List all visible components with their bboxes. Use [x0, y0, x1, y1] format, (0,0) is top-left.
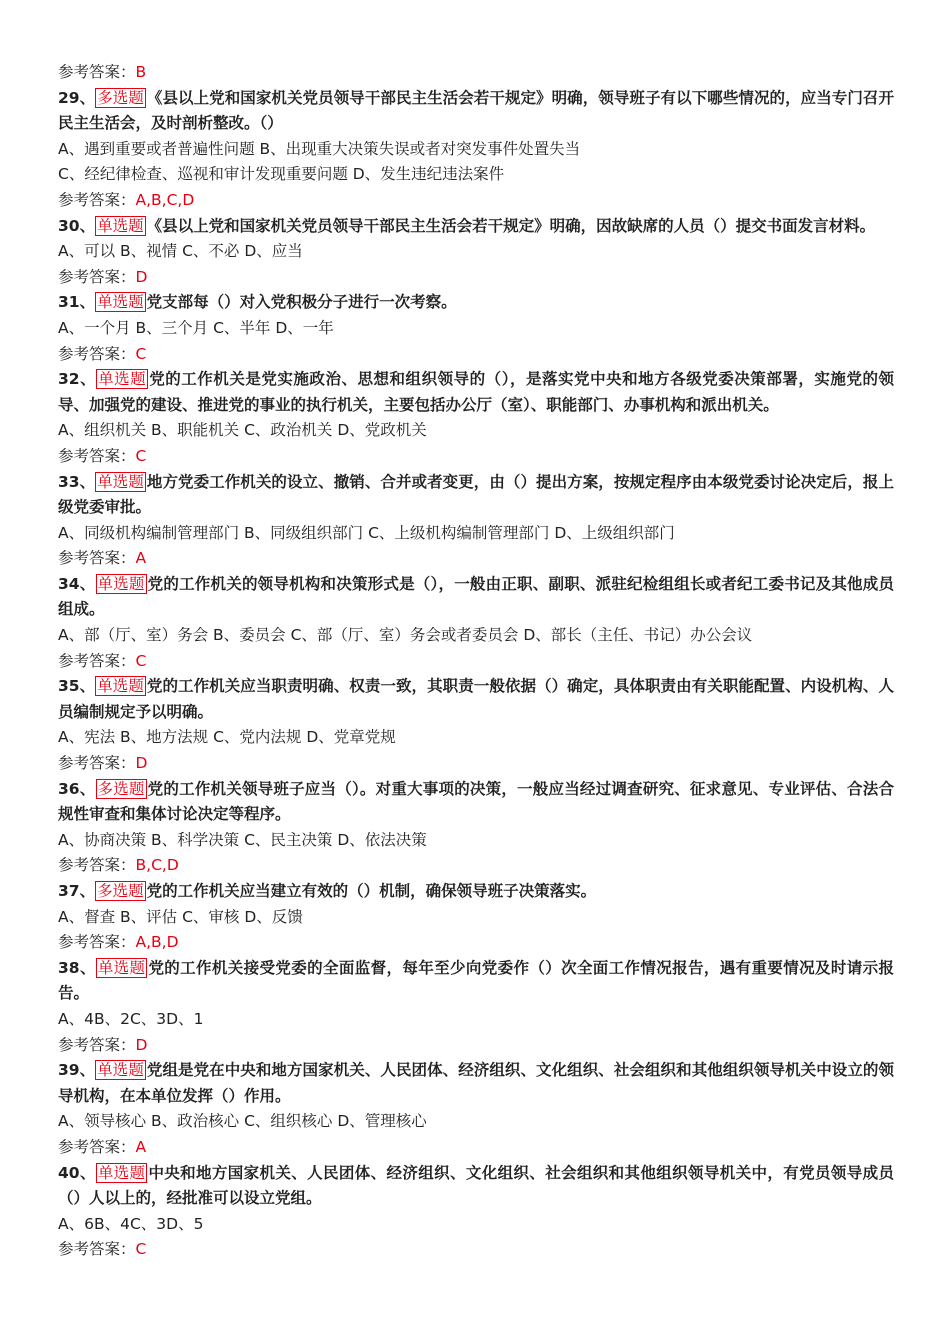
answer-value: B,C,D — [135, 856, 179, 875]
question-number: 36、 — [58, 779, 96, 798]
question-stem — [58, 1058, 894, 1109]
answer-line — [58, 649, 894, 675]
answer-value: D — [135, 1035, 148, 1054]
question-item — [58, 956, 894, 1058]
question-type-badge: 单选题 — [97, 677, 144, 696]
question-stem — [58, 777, 894, 828]
answer-line — [58, 342, 894, 368]
question-number: 40、 — [58, 1163, 96, 1182]
question-options: A、协商决策 B、科学决策 C、民主决策 D、依法决策 — [58, 830, 427, 849]
answer-value: C — [135, 651, 147, 670]
question-options: A、督查 B、评估 C、审核 D、反馈 — [58, 907, 303, 926]
question-options: A、部（厅、室）务会 B、委员会 C、部（厅、室）务会或者委员会 D、部长（主任、书记）办公会议 — [58, 626, 753, 645]
question-number: 33、 — [58, 472, 96, 491]
question-stem — [58, 470, 894, 521]
question-type-badge: 单选题 — [97, 293, 144, 312]
answer-label: 参考答案： — [58, 1240, 136, 1259]
question-stem — [58, 674, 894, 725]
answer-line — [58, 853, 894, 879]
answer-line — [58, 1135, 894, 1161]
answer-value: D — [135, 754, 148, 773]
answer-value: B — [135, 63, 147, 81]
question-number: 30、 — [58, 216, 96, 235]
answer-label: 参考答案： — [58, 754, 136, 773]
question-number: 29、 — [58, 88, 96, 107]
question-options: A、4B、2C、3D、1 — [58, 1009, 204, 1028]
question-text: 地方党委工作机关的设立、撤销、合并或者变更，由（）提出方案，按规定程序由本级党委讨论决定后，报上级党委审批。 — [58, 472, 894, 517]
answer-line — [58, 188, 894, 214]
answer-value: D — [135, 267, 148, 286]
answer-value: A — [135, 549, 147, 568]
question-options: A、遇到重要或者普遍性问题 B、出现重大决策失误或者对突发事件处置失当 — [58, 139, 581, 158]
question-stem — [58, 1161, 894, 1212]
answer-value: C — [135, 446, 147, 465]
answer-label: 参考答案： — [58, 933, 136, 952]
question-number: 38、 — [58, 958, 96, 977]
question-stem — [58, 367, 894, 418]
answer-line — [58, 1033, 894, 1059]
question-item — [58, 777, 894, 879]
question-stem — [58, 956, 894, 1007]
answer-label: 参考答案： — [58, 549, 136, 568]
question-options: A、一个月 B、三个月 C、半年 D、一年 — [58, 318, 334, 337]
question-text: 党组是党在中央和地方国家机关、人民团体、经济组织、文化组织、社会组织和其他组织领导机关中设立的领导机构，在本单位发挥（）作用。 — [58, 1061, 894, 1105]
question-text: 党的工作机关的领导机构和决策形式是（），一般由正职、副职、派驻纪检组组长或者纪工委书记及其他成员组成。 — [58, 574, 894, 619]
answer-label: 参考答案： — [58, 267, 136, 286]
question-list — [58, 86, 894, 1263]
answer-line — [58, 546, 894, 572]
question-stem — [58, 572, 894, 623]
question-options: A、可以 B、视情 C、不必 D、应当 — [58, 242, 303, 261]
answer-value: C — [135, 1240, 147, 1259]
answer-line — [58, 60, 894, 86]
question-document — [58, 60, 894, 1263]
question-options: A、同级机构编制管理部门 B、同级组织部门 C、上级机构编制管理部门 D、上级组织部门 — [58, 523, 675, 542]
answer-label: 参考答案： — [58, 63, 136, 81]
question-type-badge: 单选题 — [98, 370, 147, 389]
question-item — [58, 879, 894, 956]
question-text: 《县以上党和国家机关党员领导干部民主生活会若干规定》明确，领导班子有以下哪些情况的，应当专门召开民主生活会，及时剖析整改。（） — [58, 88, 894, 133]
question-item — [58, 572, 894, 674]
question-number: 32、 — [58, 370, 97, 389]
answer-line — [58, 751, 894, 777]
question-number: 37、 — [58, 882, 96, 900]
question-type-badge: 单选题 — [97, 958, 146, 977]
answer-value: C — [135, 344, 147, 363]
question-type-badge: 多选题 — [97, 779, 145, 798]
question-item — [58, 367, 894, 469]
question-text: 中央和地方国家机关、人民团体、经济组织、文化组织、社会组织和其他组织领导机关中，有党员领导成员（）人以上的，经批准可以设立党组。 — [58, 1163, 894, 1208]
question-number: 39、 — [58, 1061, 96, 1080]
question-type-badge: 多选题 — [97, 88, 144, 107]
question-type-badge: 单选题 — [97, 216, 144, 235]
question-number: 35、 — [58, 677, 96, 696]
answer-label: 参考答案： — [58, 1035, 136, 1054]
answer-line — [58, 444, 894, 470]
question-options: A、组织机关 B、职能机关 C、政治机关 D、党政机关 — [58, 421, 427, 440]
question-stem — [58, 214, 894, 240]
question-item — [58, 674, 894, 776]
answer-value: A,B,D — [135, 933, 179, 952]
answer-value: A — [135, 1137, 147, 1156]
question-type-badge: 单选题 — [97, 472, 144, 491]
question-text: 党的工作机关是党实施政治、思想和组织领导的（），是落实党中央和地方各级党委决策部署，实施党的领导、加强党的建设、推进党的事业的执行机关，主要包括办公厅（室）、职能部门、办事机构和派出机关。 — [58, 370, 894, 414]
answer-label: 参考答案： — [58, 651, 136, 670]
answer-line — [58, 1237, 894, 1263]
question-type-badge: 多选题 — [97, 882, 144, 900]
question-number: 31、 — [58, 293, 96, 312]
question-options: A、宪法 B、地方法规 C、党内法规 D、党章党规 — [58, 728, 396, 747]
question-type-badge: 单选题 — [97, 574, 145, 593]
question-item — [58, 1161, 894, 1263]
question-text: 党支部每（）对入党积极分子进行一次考察。 — [146, 293, 457, 312]
question-item — [58, 86, 894, 214]
answer-line — [58, 930, 894, 956]
question-text: 党的工作机关领导班子应当（）。对重大事项的决策，一般应当经过调查研究、征求意见、专业评估、合法合规性审查和集体讨论决定等程序。 — [58, 779, 894, 824]
question-type-badge: 单选题 — [97, 1163, 146, 1182]
answer-label: 参考答案： — [58, 446, 136, 465]
question-type-badge: 单选题 — [97, 1061, 144, 1080]
question-options: C、经纪律检查、巡视和审计发现重要问题 D、发生违纪违法案件 — [58, 165, 505, 184]
answer-label: 参考答案： — [58, 344, 136, 363]
answer-label: 参考答案： — [58, 856, 136, 875]
question-options: A、领导核心 B、政治核心 C、组织核心 D、管理核心 — [58, 1112, 427, 1131]
question-item — [58, 1058, 894, 1160]
answer-value: A,B,C,D — [135, 190, 195, 209]
question-stem — [58, 86, 894, 137]
answer-label: 参考答案： — [58, 190, 136, 209]
question-text: 《县以上党和国家机关党员领导干部民主生活会若干规定》明确，因故缺席的人员（）提交书面发言材料。 — [146, 216, 876, 235]
question-stem — [58, 879, 894, 905]
question-text: 党的工作机关应当建立有效的（）机制，确保领导班子决策落实。 — [146, 882, 597, 900]
question-item — [58, 470, 894, 572]
question-item — [58, 214, 894, 291]
question-text: 党的工作机关接受党委的全面监督，每年至少向党委作（）次全面工作情况报告，遇有重要情况及时请示报告。 — [58, 958, 894, 1003]
question-item — [58, 290, 894, 367]
question-options: A、6B、4C、3D、5 — [58, 1214, 204, 1233]
question-text: 党的工作机关应当职责明确、权责一致，其职责一般依据（）确定，具体职责由有关职能配置、内设机构、人员编制规定予以明确。 — [58, 677, 894, 721]
answer-label: 参考答案： — [58, 1137, 136, 1156]
answer-line — [58, 265, 894, 291]
question-stem — [58, 290, 894, 316]
question-number: 34、 — [58, 574, 96, 593]
